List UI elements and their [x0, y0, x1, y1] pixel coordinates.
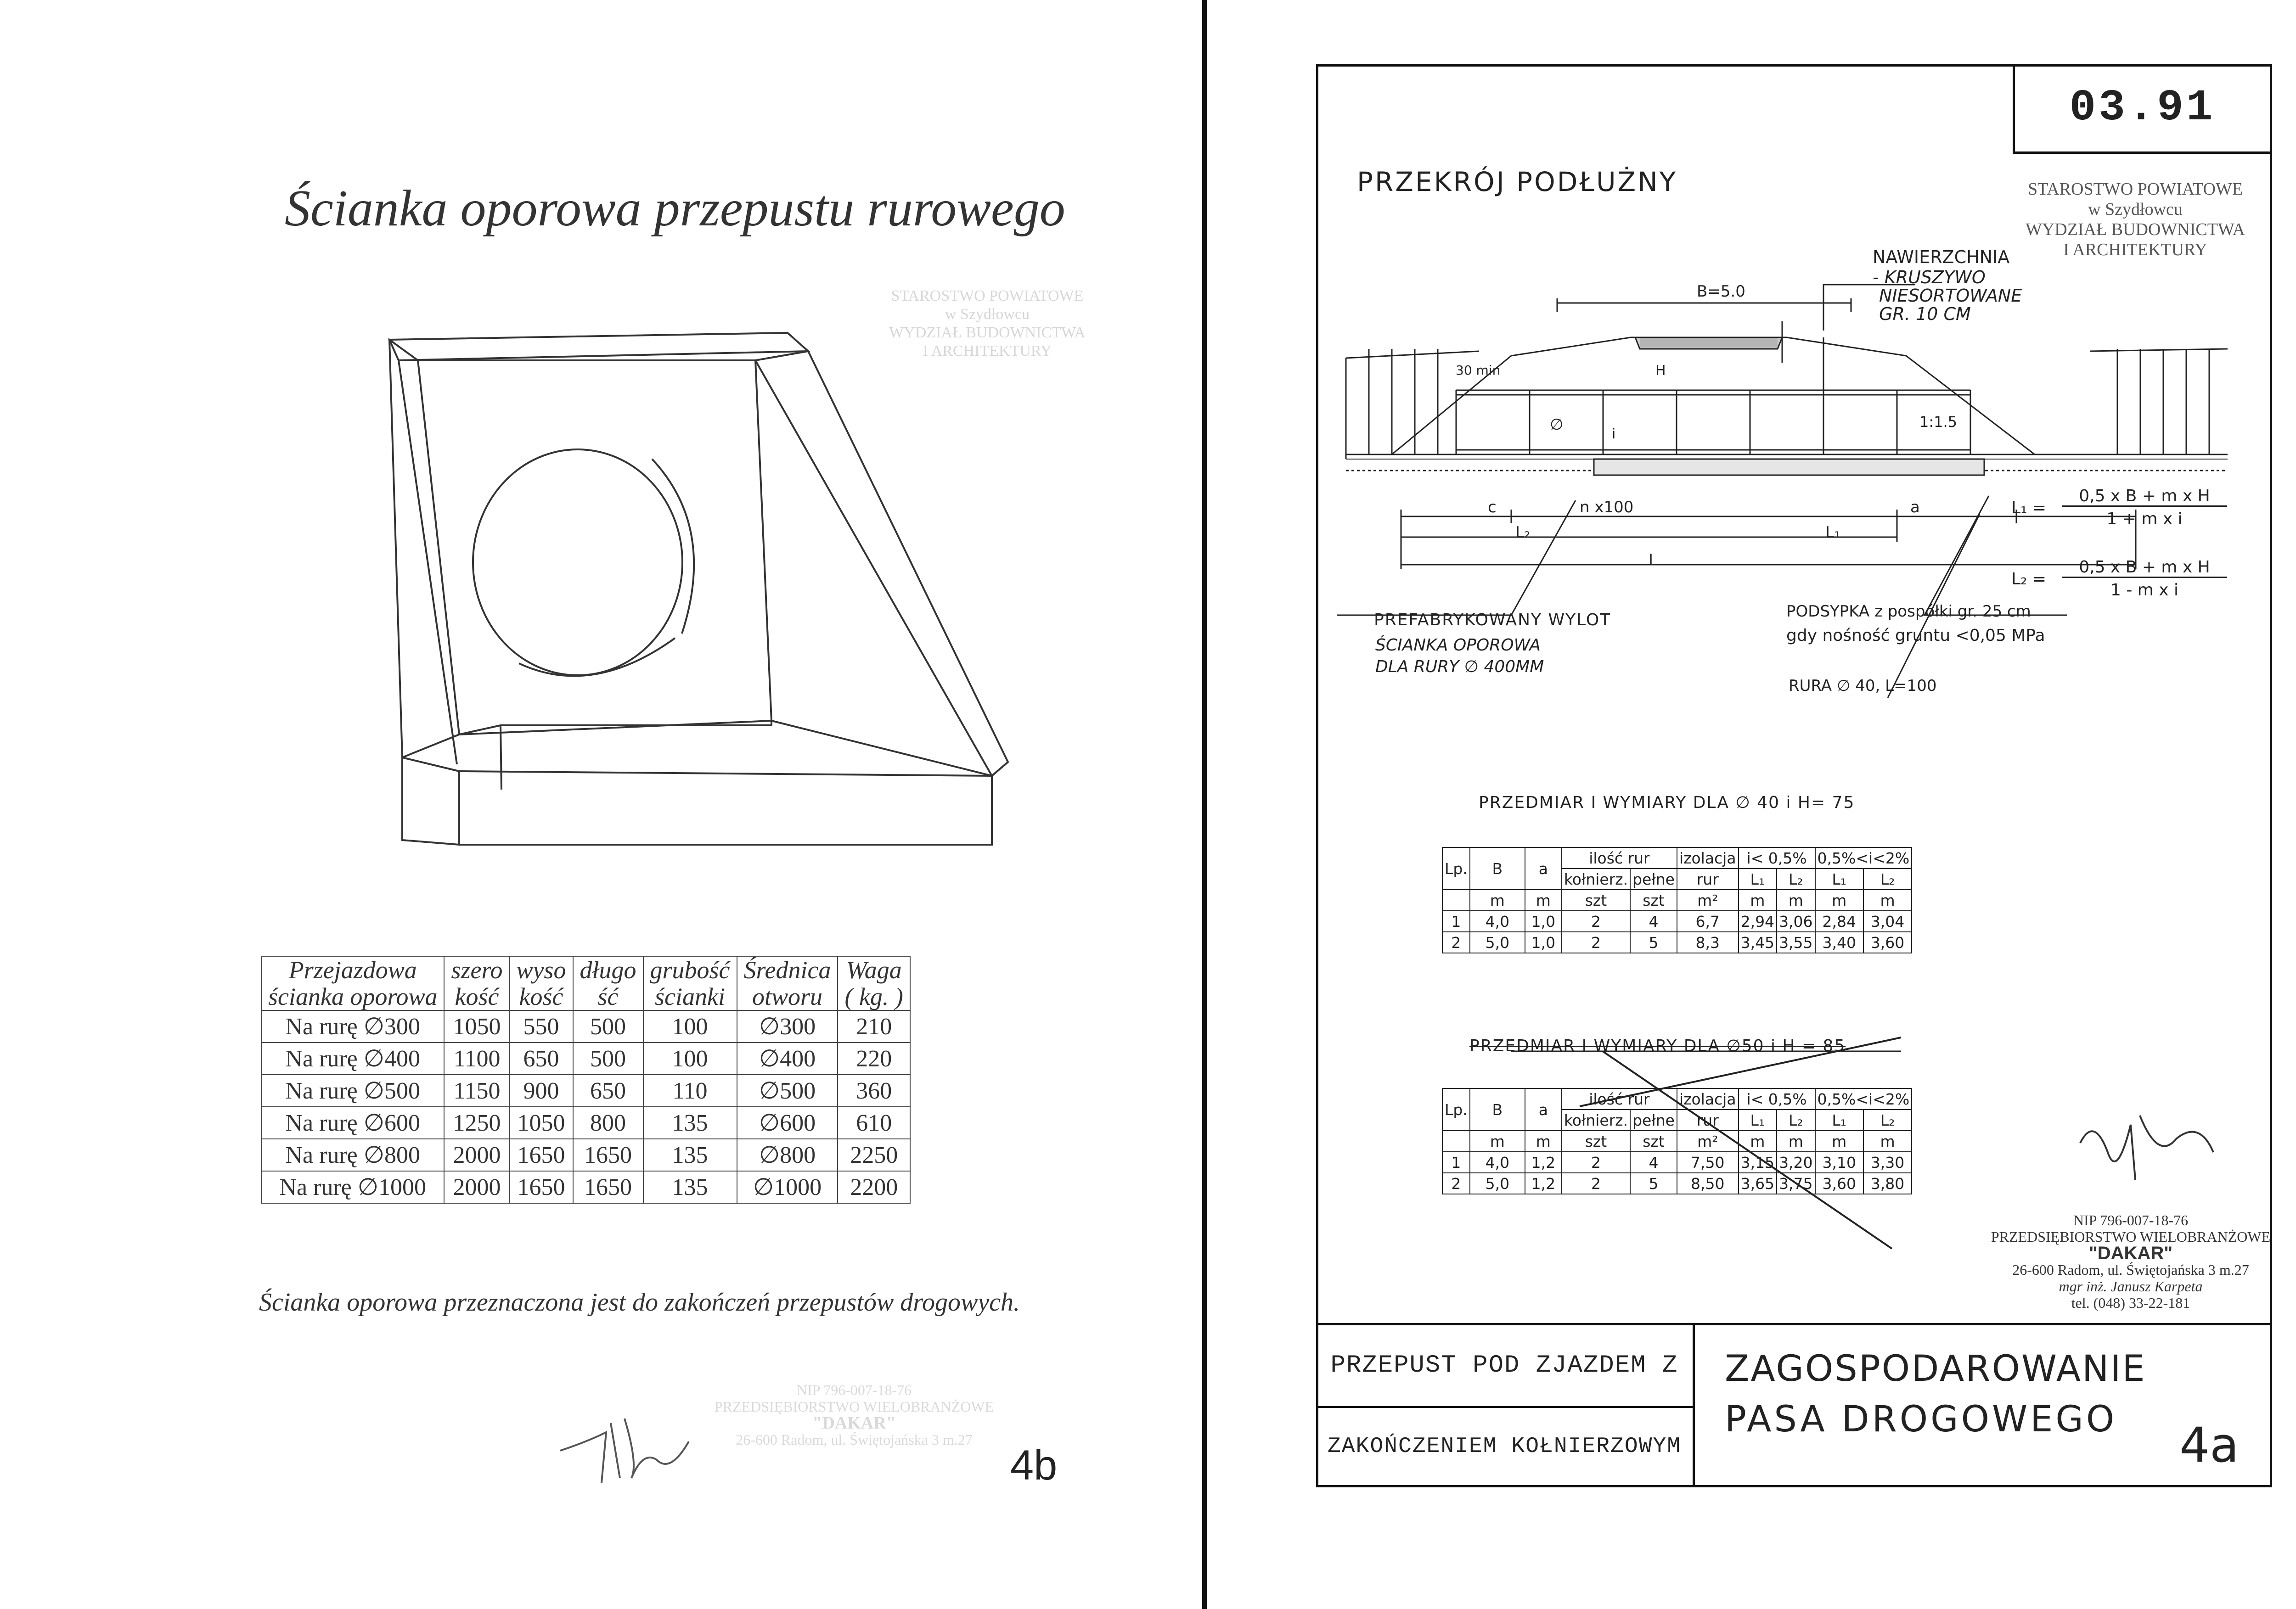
cell: i< 0,5% [1739, 847, 1815, 869]
cell: m [1739, 890, 1777, 911]
cell: 3,10 [1815, 1152, 1863, 1173]
label-nosnosc: gdy nośność gruntu <0,05 MPa [1786, 626, 2045, 645]
label-scianka: ŚCIANKA OPOROWA [1375, 636, 1541, 655]
cell: szt [1562, 890, 1630, 911]
cell: 2 [1562, 1173, 1630, 1194]
page-title: Ścianka oporowa przepustu rurowego [285, 180, 1065, 237]
company-stamp: NIP 796-007-18-76 PRZEDSIĘBIORSTWO WIELOBRANŻOWE "DAKAR" 26-600 Radom, ul. Świętojańska 3 m.27 [714, 1382, 994, 1448]
cell: 1,2 [1525, 1173, 1562, 1194]
cell: 110 [643, 1075, 737, 1107]
cell: 2 [1442, 932, 1470, 953]
table-row [1442, 932, 1912, 953]
cell: 2250 [838, 1139, 910, 1171]
cell: 2,94 [1739, 911, 1777, 932]
cell: m [1815, 890, 1863, 911]
formula-l2-den: 1 - m x i [2110, 581, 2179, 600]
table-row [1442, 890, 1912, 911]
cell: 360 [838, 1075, 910, 1107]
cell: ilość rur [1562, 847, 1677, 869]
label-gr: GR. 10 CM [1879, 304, 1971, 324]
page-divider [1202, 0, 1207, 1609]
cell: izolacja [1677, 1088, 1739, 1110]
cell: ilość rur [1562, 1088, 1677, 1110]
cell: m [1525, 1131, 1562, 1152]
cell: pełne [1630, 869, 1677, 890]
cell: m² [1677, 1131, 1739, 1152]
cell: 220 [838, 1043, 910, 1075]
cell: izolacja [1677, 847, 1739, 869]
table-row [1442, 911, 1912, 932]
label-podsypka: PODSYPKA z pospółki gr. 25 cm [1786, 602, 2031, 621]
cell: 650 [573, 1075, 643, 1107]
cell: 5,0 [1470, 1173, 1525, 1194]
cell: L₁ [1815, 1110, 1863, 1131]
cell: 0,5%<i<2% [1815, 847, 1912, 869]
formula-l2-lhs: L₂ = [2011, 570, 2047, 589]
cell: ∅300 [737, 1010, 838, 1043]
cell: ∅600 [737, 1107, 838, 1139]
table-row [261, 1075, 910, 1107]
cell: rur [1677, 869, 1739, 890]
cell: 5,0 [1470, 932, 1525, 953]
cell: 5 [1630, 1173, 1677, 1194]
cell: 2200 [838, 1171, 910, 1203]
cell: Na rurę ∅1000 [261, 1171, 444, 1203]
cell: 3,60 [1815, 1173, 1863, 1194]
col-header: Przejazdowa ścianka oporowa [261, 956, 444, 1010]
usage-note: Ścianka oporowa przeznaczona jest do zakończeń przepustów drogowych. [259, 1288, 1020, 1317]
cell: a [1525, 1088, 1562, 1131]
cell: 3,75 [1777, 1173, 1815, 1194]
cell: m² [1677, 890, 1739, 911]
cell: i< 0,5% [1739, 1088, 1815, 1110]
title-block-right-line2: PASA DROGOWEGO [1725, 1399, 2117, 1440]
official-stamp: STAROSTWO POWIATOWE w Szydłowcu WYDZIAŁ BUDOWNICTWA I ARCHITEKTURY [889, 287, 1086, 359]
cell: 2 [1562, 932, 1630, 953]
label-kruszywo: - KRUSZYWO [1873, 267, 1986, 287]
cell: 3,04 [1863, 911, 1912, 932]
table-row [261, 1139, 910, 1171]
cell: 1650 [510, 1139, 573, 1171]
cell: 1650 [573, 1171, 643, 1203]
cell: m [1470, 890, 1525, 911]
col-header: Waga ( kg. ) [838, 956, 910, 1010]
cell: ∅400 [737, 1043, 838, 1075]
label-l1: L₁ [1825, 523, 1840, 542]
cell: Na rurę ∅500 [261, 1075, 444, 1107]
col-header: grubość ścianki [643, 956, 737, 1010]
title-block-line2: ZAKOŃCZENIEM KOŁNIERZOWYM [1327, 1434, 1682, 1459]
cell: 1150 [444, 1075, 509, 1107]
label-dia: ∅ [1550, 415, 1564, 434]
col-header: szero kość [444, 956, 509, 1010]
table-row [261, 1107, 910, 1139]
cell: 2000 [444, 1139, 509, 1171]
formula-l1-den: 1 + m x i [2106, 510, 2183, 528]
cell: 3,06 [1777, 911, 1815, 932]
title-block-page-number: 4a [2179, 1417, 2239, 1473]
cell: szt [1562, 1131, 1630, 1152]
cell: 4,0 [1470, 1152, 1525, 1173]
cell: 8,50 [1677, 1173, 1739, 1194]
cell: L₁ [1739, 1110, 1777, 1131]
cell: 8,3 [1677, 932, 1739, 953]
official-stamp-right: STAROSTWO POWIATOWE w Szydłowcu WYDZIAŁ BUDOWNICTWA I ARCHITEKTURY [2025, 179, 2245, 259]
cell: Lp. [1442, 1088, 1470, 1131]
cell: ∅500 [737, 1075, 838, 1107]
cell: 1650 [573, 1139, 643, 1171]
label-i: i [1612, 426, 1616, 442]
cell: Lp. [1442, 847, 1470, 890]
cell: 3,15 [1739, 1152, 1777, 1173]
cell [1442, 890, 1470, 911]
cell: 550 [510, 1010, 573, 1043]
cell: ∅800 [737, 1139, 838, 1171]
label-rura: RURA ∅ 40, L=100 [1789, 677, 1937, 695]
cell: pełne [1630, 1110, 1677, 1131]
retaining-wall-drawing [0, 0, 1202, 955]
cell: 1 [1442, 1152, 1470, 1173]
cell: 1,0 [1525, 911, 1562, 932]
cell: 135 [643, 1171, 737, 1203]
cell: 2 [1562, 1152, 1630, 1173]
cell: 3,60 [1863, 932, 1912, 953]
cell: 1050 [510, 1107, 573, 1139]
cell: 610 [838, 1107, 910, 1139]
formula-l1-num: 0,5 x B + m x H [2062, 487, 2227, 507]
cell: L₁ [1815, 869, 1863, 890]
cell: a [1525, 847, 1562, 890]
cell: m [1863, 1131, 1912, 1152]
cell: 3,80 [1863, 1173, 1912, 1194]
cell: Na rurę ∅800 [261, 1139, 444, 1171]
table-row [261, 1043, 910, 1075]
cell: m [1777, 890, 1815, 911]
section-title: PRZEKRÓJ PODŁUŻNY [1357, 166, 1678, 197]
table-row [261, 1171, 910, 1203]
label-l: L [1649, 551, 1657, 569]
cell: 4 [1630, 911, 1677, 932]
label-l2: L₂ [1515, 523, 1531, 542]
label-rury: DLA RURY ∅ 400MM [1375, 657, 1544, 676]
label-nawierzchnia: NAWIERZCHNIA [1873, 247, 2010, 267]
cell: 3,55 [1777, 932, 1815, 953]
formula-l2-num: 0,5 x B + m x H [2062, 558, 2227, 578]
company-stamp-right: NIP 796-007-18-76 PRZEDSIĘBIORSTWO WIELOBRANŻOWE "DAKAR" 26-600 Radom, ul. Świętojańska 3 m.27 mgr inż. Janusz Karpeta tel. (048) 33-22-181 [1991, 1212, 2271, 1311]
cell: 500 [573, 1043, 643, 1075]
cell: 1,2 [1525, 1152, 1562, 1173]
cell: 3,65 [1739, 1173, 1777, 1194]
cell: 6,7 [1677, 911, 1739, 932]
table-row [261, 1010, 910, 1043]
quantity-table-1 [1442, 847, 1912, 953]
cell: m [1863, 890, 1912, 911]
cell: Na rurę ∅300 [261, 1010, 444, 1043]
col-header: Średnica otworu [737, 956, 838, 1010]
table2-title: PRZEDMIAR I WYMIARY DLA ∅50 i H = 85 [1469, 1037, 1846, 1055]
cell: 0,5%<i<2% [1815, 1088, 1912, 1110]
cell: kołnierz. [1562, 1110, 1630, 1131]
spec-table [261, 956, 911, 1204]
signature-image-right [2066, 1088, 2241, 1198]
cell: Na rurę ∅400 [261, 1043, 444, 1075]
cell: Na rurę ∅600 [261, 1107, 444, 1139]
signature-image [551, 1396, 698, 1487]
cell: 1,0 [1525, 932, 1562, 953]
label-min: 30 min [1456, 363, 1501, 378]
strike-through-cross [1442, 1033, 1901, 1262]
cell: 2000 [444, 1171, 509, 1203]
label-b: B=5.0 [1697, 282, 1745, 301]
cell: m [1815, 1131, 1863, 1152]
cell: 650 [510, 1043, 573, 1075]
cell: m [1777, 1131, 1815, 1152]
cell: rur [1677, 1110, 1739, 1131]
cell: L₂ [1777, 869, 1815, 890]
cell: 3,30 [1863, 1152, 1912, 1173]
cell: 1100 [444, 1043, 509, 1075]
cell: 1250 [444, 1107, 509, 1139]
cell: 210 [838, 1010, 910, 1043]
cell: 100 [643, 1043, 737, 1075]
formula-l1-lhs: L₁ = [2011, 499, 2047, 517]
cell: szt [1630, 890, 1677, 911]
cell: m [1470, 1131, 1525, 1152]
table-row [1442, 847, 1912, 869]
col-header: wyso kość [510, 956, 573, 1010]
table-header-row [261, 956, 910, 1010]
cell: 800 [573, 1107, 643, 1139]
label-a: a [1910, 498, 1920, 516]
cell: 1650 [510, 1171, 573, 1203]
cell: 900 [510, 1075, 573, 1107]
title-block-right-line1: ZAGOSPODAROWANIE [1725, 1348, 2146, 1390]
cell: B [1470, 847, 1525, 890]
cell: L₂ [1863, 1110, 1912, 1131]
cell: L₁ [1739, 869, 1777, 890]
title-block [1316, 1323, 2270, 1487]
label-slope: 1:1.5 [1919, 413, 1958, 431]
cell: m [1525, 890, 1562, 911]
cell: 135 [643, 1107, 737, 1139]
page-number: 4b [1010, 1442, 1058, 1489]
cell: 2 [1562, 911, 1630, 932]
cell: L₂ [1777, 1110, 1815, 1131]
cell: 1050 [444, 1010, 509, 1043]
label-c: c [1488, 498, 1497, 516]
cell: 2,84 [1815, 911, 1863, 932]
label-h: H [1655, 363, 1666, 379]
col-header: długo ść [573, 956, 643, 1010]
title-block-left [1316, 1325, 1695, 1487]
cell: ∅1000 [737, 1171, 838, 1203]
title-block-line1: PRZEPUST POD ZJAZDEM Z [1316, 1325, 1693, 1408]
cell: 5 [1630, 932, 1677, 953]
cell: B [1470, 1088, 1525, 1131]
cell: 4,0 [1470, 911, 1525, 932]
cell: 3,40 [1815, 932, 1863, 953]
cell: 4 [1630, 1152, 1677, 1173]
cell: 7,50 [1677, 1152, 1739, 1173]
cell: 3,45 [1739, 932, 1777, 953]
cell: L₂ [1863, 869, 1912, 890]
table1-title: PRZEDMIAR I WYMIARY DLA ∅ 40 i H= 75 [1479, 793, 1855, 812]
cell: 3,20 [1777, 1152, 1815, 1173]
cell: m [1739, 1131, 1777, 1152]
cell: 100 [643, 1010, 737, 1043]
cell: 500 [573, 1010, 643, 1043]
label-niesortowane: NIESORTOWANE [1879, 286, 2022, 306]
drawing-code: 03.91 [2013, 64, 2270, 154]
label-wylot: PREFABRYKOWANY WYLOT [1374, 611, 1611, 629]
cell: 1 [1442, 911, 1470, 932]
cell: szt [1630, 1131, 1677, 1152]
cell: kołnierz. [1562, 869, 1630, 890]
label-nx100: n x100 [1580, 498, 1634, 516]
cell: 135 [643, 1139, 737, 1171]
cell: 2 [1442, 1173, 1470, 1194]
